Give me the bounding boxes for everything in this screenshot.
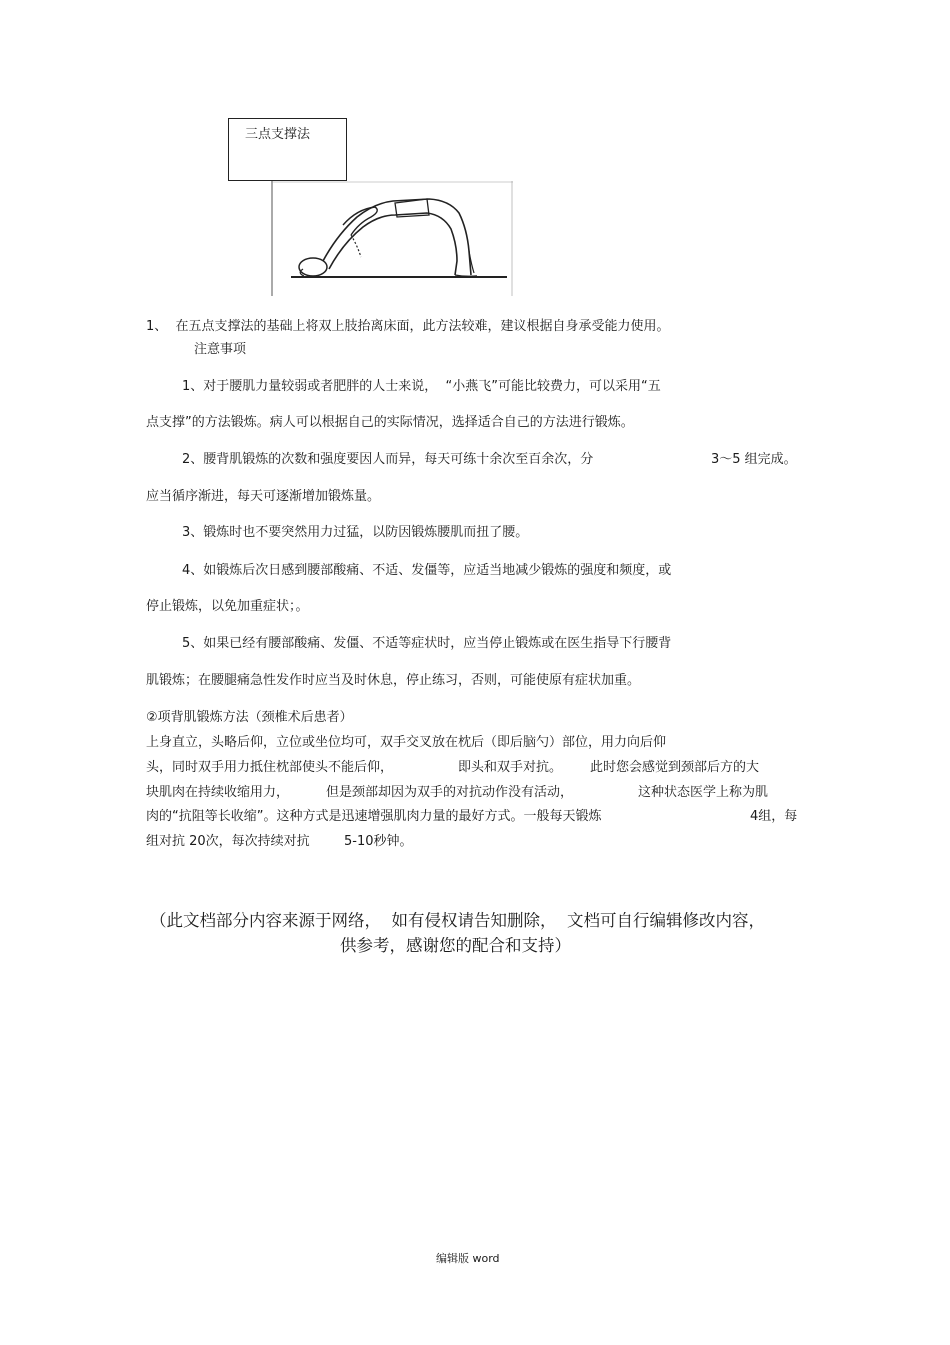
note-3: 3、锻炼时也不要突然用力过猛，以防因锻炼腰肌而扭了腰。 (182, 525, 529, 540)
exercise-illustration (271, 181, 513, 296)
neck-line-2b: 即头和双手对抗。 (458, 760, 563, 775)
note-2-line-2: 应当循序渐进，每天可逐渐增加锻炼量。 (146, 489, 381, 504)
note-1-line-1: 1、对于腰肌力量较弱或者肥胖的人士来说， “小燕飞”可能比较费力，可以采用“五 (182, 379, 661, 394)
notes-heading: 注意事项 (194, 342, 247, 357)
neck-line-3c: 这种状态医学上称为肌 (638, 785, 769, 800)
neck-line-3b: 但是颈部却因为双手的对抗动作没有活动， (326, 785, 574, 800)
neck-line-4b: 4组，每 (750, 809, 798, 824)
note-2-line-1: 2、腰背肌锻炼的次数和强度要因人而异，每天可练十余次至百余次，分 (182, 452, 594, 467)
note-4-line-1: 4、如锻炼后次日感到腰部酸痛、不适、发僵等，应适当地减少锻炼的强度和频度，或 (182, 563, 672, 578)
neck-line-3a: 块肌肉在持续收缩用力， (146, 785, 290, 800)
note-5-line-1: 5、如果已经有腰部酸痛、发僵、不适等症状时，应当停止锻炼或在医生指导下行腰背 (182, 636, 672, 651)
neck-section-title: ②项背肌锻炼方法（颈椎术后患者） (146, 710, 353, 725)
neck-line-2c: 此时您会感觉到颈部后方的大 (590, 760, 760, 775)
note-2-line-1-end: 3～5 组完成。 (711, 452, 797, 467)
figure-caption-box (228, 118, 347, 181)
note-5-line-2: 肌锻炼；在腰腿痛急性发作时应当及时休息，停止练习，否则，可能使原有症状加重。 (146, 673, 641, 688)
note-4-line-2: 停止锻炼，以免加重症状；。 (146, 599, 309, 614)
disclaimer-line-1: （此文档部分内容来源于网络， 如有侵权请告知删除， 文档可自行编辑修改内容， (150, 911, 765, 930)
intro-item: 1、 在五点支撑法的基础上将双上肢抬离床面，此方法较难，建议根据自身承受能力使用。 (146, 319, 670, 334)
neck-line-4a: 肉的“抗阻等长收缩”。这种方式是迅速增强肌肉力量的最好方式。一般每天锻炼 (146, 809, 602, 824)
figure-caption: 三点支撑法 (245, 127, 311, 142)
neck-line-2a: 头，同时双手用力抵住枕部使头不能后仰， (146, 760, 394, 775)
disclaimer-line-2: 供参考，感谢您的配合和支持） (340, 936, 571, 955)
footer-label: 编辑版 word (436, 1252, 500, 1265)
neck-line-5a: 组对抗 20次，每次持续对抗 (146, 834, 310, 849)
neck-line-1: 上身直立，头略后仰，立位或坐位均可，双手交叉放在枕后（即后脑勺）部位，用力向后仰 (146, 735, 667, 750)
note-1-line-2: 点支撑”的方法锻炼。病人可以根据自己的实际情况，选择适合自己的方法进行锻炼。 (146, 415, 634, 430)
neck-line-5b: 5-10秒钟。 (344, 834, 413, 849)
